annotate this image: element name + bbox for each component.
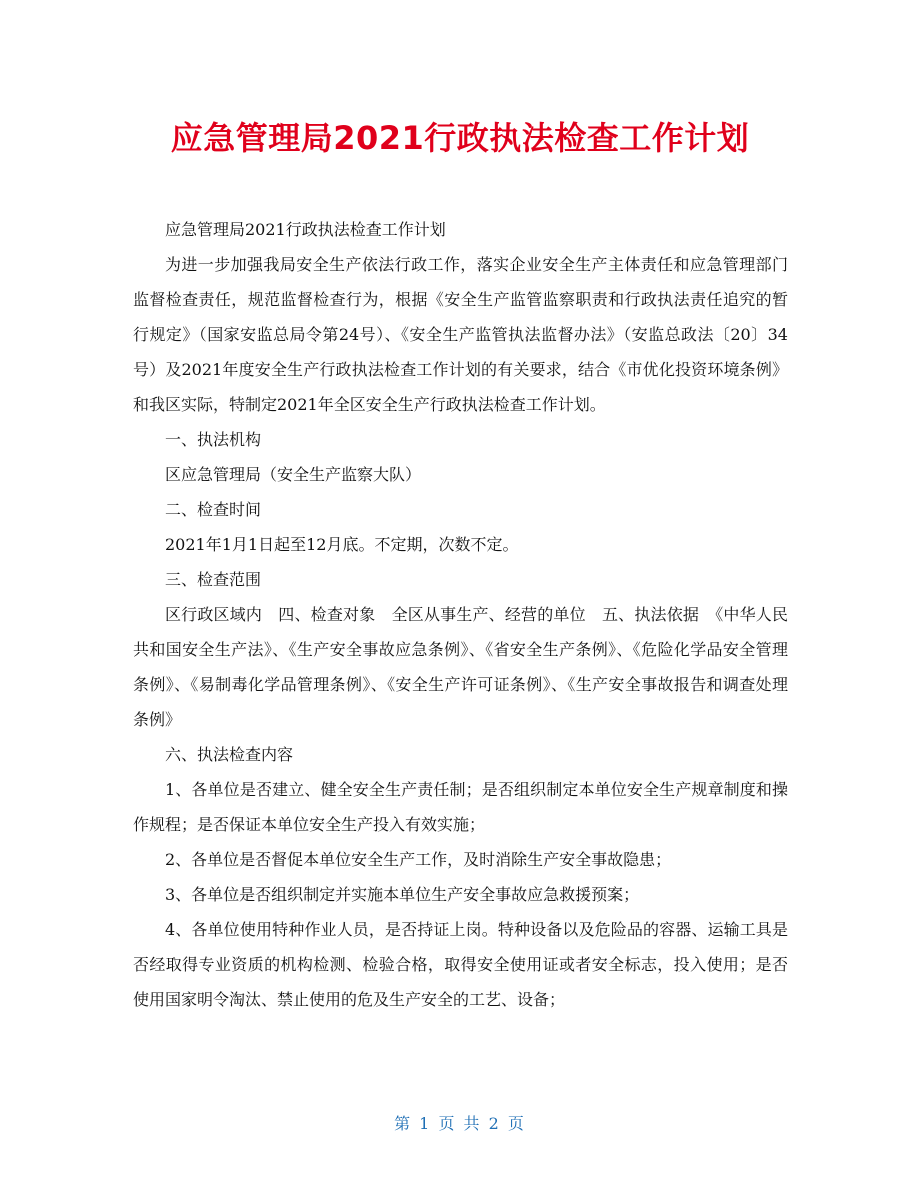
paragraph-item-3: 3、各单位是否组织制定并实施本单位生产安全事故应急救援预案； [165,885,640,904]
paragraph-time: 2021年1月1日起至12月底。不定期，次数不定。 [165,535,519,554]
footer-total-pages: 2 [488,1114,501,1133]
footer-suffix: 页 [507,1114,526,1133]
footer-current-page: 1 [419,1114,432,1133]
paragraph-intro: 为进一步加强我局安全生产依法行政工作，落实企业安全生产主体责任和应急管理部门监督检查责任，规范监督检查行为，根据《安全生产监管监察职责和行政执法责任追究的暂行规定》（国家安监总局令第24号）、《安全生产监管执法监督办法》（安监总政法〔20〕34号）及2021年度安全生产行政执法检查工作计划的有关要求，结合《市优化投资环境条例》和我区实际，特制定2021年全区安全生产行政执法检查工作计划。 [133,255,788,414]
paragraph-scope: 区行政区域内 四、检查对象 全区从事生产、经营的单位 五、执法依据 《中华人民共和国安全生产法》、《生产安全事故应急条例》、《省安全生产条例》、《危险化学品安全管理条例》、《易制毒化学品管理条例》、《安全生产许可证条例》、《生产安全事故报告和调查处理条例》 [133,605,788,729]
footer-middle: 页 共 [438,1114,482,1133]
section-heading-time: 二、检查时间 [165,500,262,519]
document-title: 应急管理局2021行政执法检查工作计划 [170,119,750,157]
paragraph-agency: 区应急管理局（安全生产监察大队） [165,465,422,484]
section-heading-agency: 一、执法机构 [165,430,262,449]
paragraph-item-1: 1、各单位是否建立、健全安全生产责任制；是否组织制定本单位安全生产规章制度和操作规程；是否保证本单位安全生产投入有效实施； [133,780,788,834]
document-body [133,212,788,1017]
page-number-footer [0,1112,920,1136]
section-heading-content: 六、执法检查内容 [165,745,294,764]
footer-prefix: 第 [394,1114,413,1133]
paragraph-item-4: 4、各单位使用特种作业人员，是否持证上岗。特种设备以及危险品的容器、运输工具是否经取得专业资质的机构检测、检验合格，取得安全使用证或者安全标志，投入使用；是否使用国家明令淘汰、禁止使用的危及生产安全的工艺、设备； [133,920,788,1009]
section-heading-scope: 三、检查范围 [165,570,262,589]
paragraph-item-2: 2、各单位是否督促本单位安全生产工作，及时消除生产安全事故隐患； [165,850,672,869]
paragraph-subtitle: 应急管理局2021行政执法检查工作计划 [165,220,446,239]
